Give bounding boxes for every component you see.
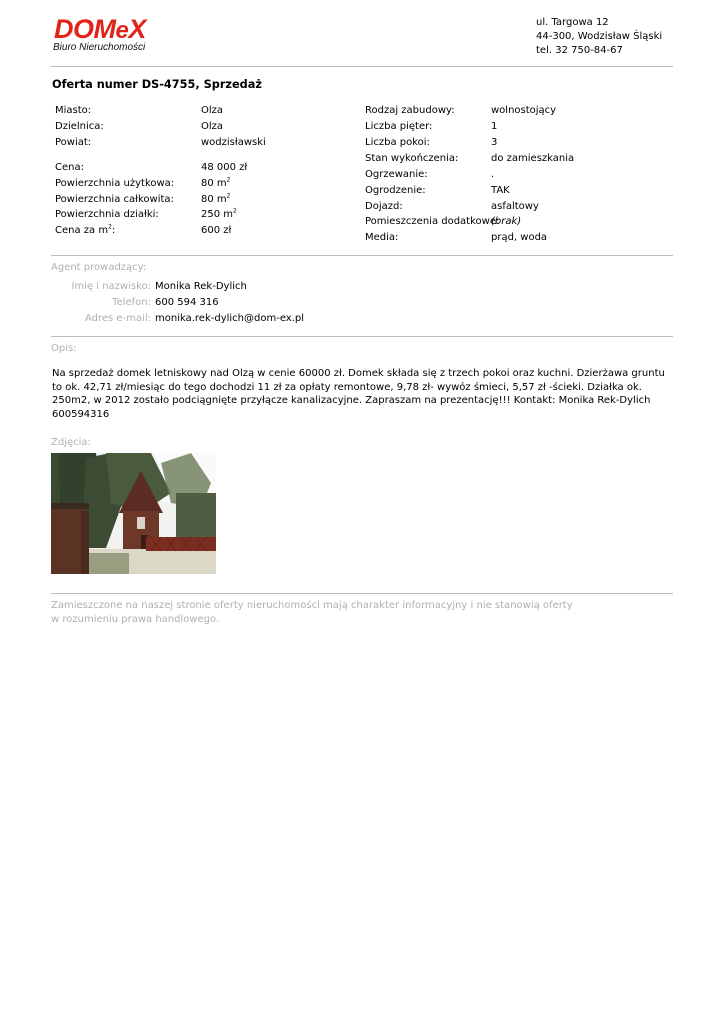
offer-title: Oferta numer DS-4755, Sprzedaż (52, 78, 262, 91)
header-divider (51, 66, 673, 67)
price-value: 48 000 zł (201, 162, 248, 173)
photos-section-label: Zdjęcia: (51, 437, 91, 448)
agent-name-label: Imię i nazwisko: (71, 281, 151, 292)
extra-rooms-label: Pomieszczenia dodatkowe: (365, 216, 500, 227)
description-text: Na sprzedaż domek letniskowy nad Olzą w cenie 60000 zł. Domek składa się z trzech pokoi oraz kuchni. Dzierżawa gruntu to ok. 42,71 zł/miesiąc do tego dochodzi 11 zł za opłaty remontowe, 9,78 zł- wywóz śmieci, 5,57 zł -ścieki. Działka ok. 250m2, w 2012 zostało podciągnięte przyłącze kanalizacyjne. Zapraszam na prezentację!!! Kontakt: Monika Rek-Dylich 600594316 (52, 368, 665, 420)
address-street: ul. Targowa 12 (536, 17, 609, 28)
floors-label: Liczba pięter: (365, 121, 433, 132)
total-area-value: 80 $m^2$ (201, 192, 231, 205)
district-label: Dzielnica: (55, 121, 104, 132)
agent-phone: 600 594 316 (155, 297, 219, 308)
total-area-label: Powierzchnia całkowita: (55, 194, 174, 205)
access-value: asfaltowy (491, 201, 539, 212)
disclaimer-line-1: Zamieszczone na naszej stronie oferty nieruchomości mają charakter informacyjny i nie stanowią oferty (51, 600, 573, 611)
agent-section-label: Agent prowadzący: (51, 262, 147, 273)
city-label: Miasto: (55, 105, 92, 116)
heating-label: Ogrzewanie: (365, 169, 428, 180)
city-value: Olza (201, 105, 224, 116)
price-per-m2-label: Cena za $m^2$: (55, 223, 116, 236)
county-label: Powiat: (55, 137, 92, 148)
plot-area-value: 250 $m^2$ (201, 207, 237, 220)
photos-divider (51, 593, 673, 594)
logo-text: DOMeX (54, 14, 146, 44)
agent-divider (51, 336, 673, 337)
address-city: 44-300, Wodzisław Śląski (536, 31, 663, 42)
address-phone: tel. 32 750-84-67 (536, 45, 623, 56)
usable-area-label: Powierzchnia użytkowa: (55, 178, 175, 189)
usable-area-value: 80 $m^2$ (201, 176, 231, 189)
logo-subtitle: Biuro Nieruchomości (53, 42, 146, 53)
fence-value: TAK (491, 185, 510, 196)
county-value: wodzisławski (201, 137, 266, 148)
agent-name: Monika Rek-Dylich (155, 281, 247, 292)
heating-value: . (491, 169, 495, 180)
extra-rooms-value: (brak) (491, 216, 522, 227)
access-label: Dojazd: (365, 201, 403, 212)
price-per-m2-value: 600 zł (201, 225, 232, 236)
house-photo-illustration (51, 453, 216, 574)
plot-area-label: Powierzchnia działki: (55, 209, 159, 220)
floors-value: 1 (491, 121, 498, 132)
rooms-label: Liczba pokoi: (365, 137, 430, 148)
disclaimer-line-2: w rozumieniu prawa handlowego. (51, 613, 220, 625)
agent-phone-label: Telefon: (112, 297, 151, 308)
district-value: Olza (201, 121, 224, 132)
finish-value: do zamieszkania (491, 153, 575, 164)
price-label: Cena: (55, 162, 84, 173)
utilities-value: prąd, woda (491, 232, 548, 243)
utilities-label: Media: (365, 232, 399, 243)
rooms-value: 3 (491, 137, 498, 148)
fence-label: Ogrodzenie: (365, 185, 426, 196)
finish-label: Stan wykończenia: (365, 153, 459, 164)
disclaimer (51, 599, 611, 626)
description-section-label: Opis: (51, 343, 77, 354)
agent-email[interactable]: monika.rek-dylich@dom-ex.pl (155, 313, 305, 324)
building-type-label: Rodzaj zabudowy: (365, 105, 455, 116)
property-photo[interactable] (51, 453, 216, 574)
agent-email-label: Adres e-mail: (84, 313, 151, 324)
building-type-value: wolnostojący (491, 105, 557, 116)
details-divider (51, 255, 673, 256)
